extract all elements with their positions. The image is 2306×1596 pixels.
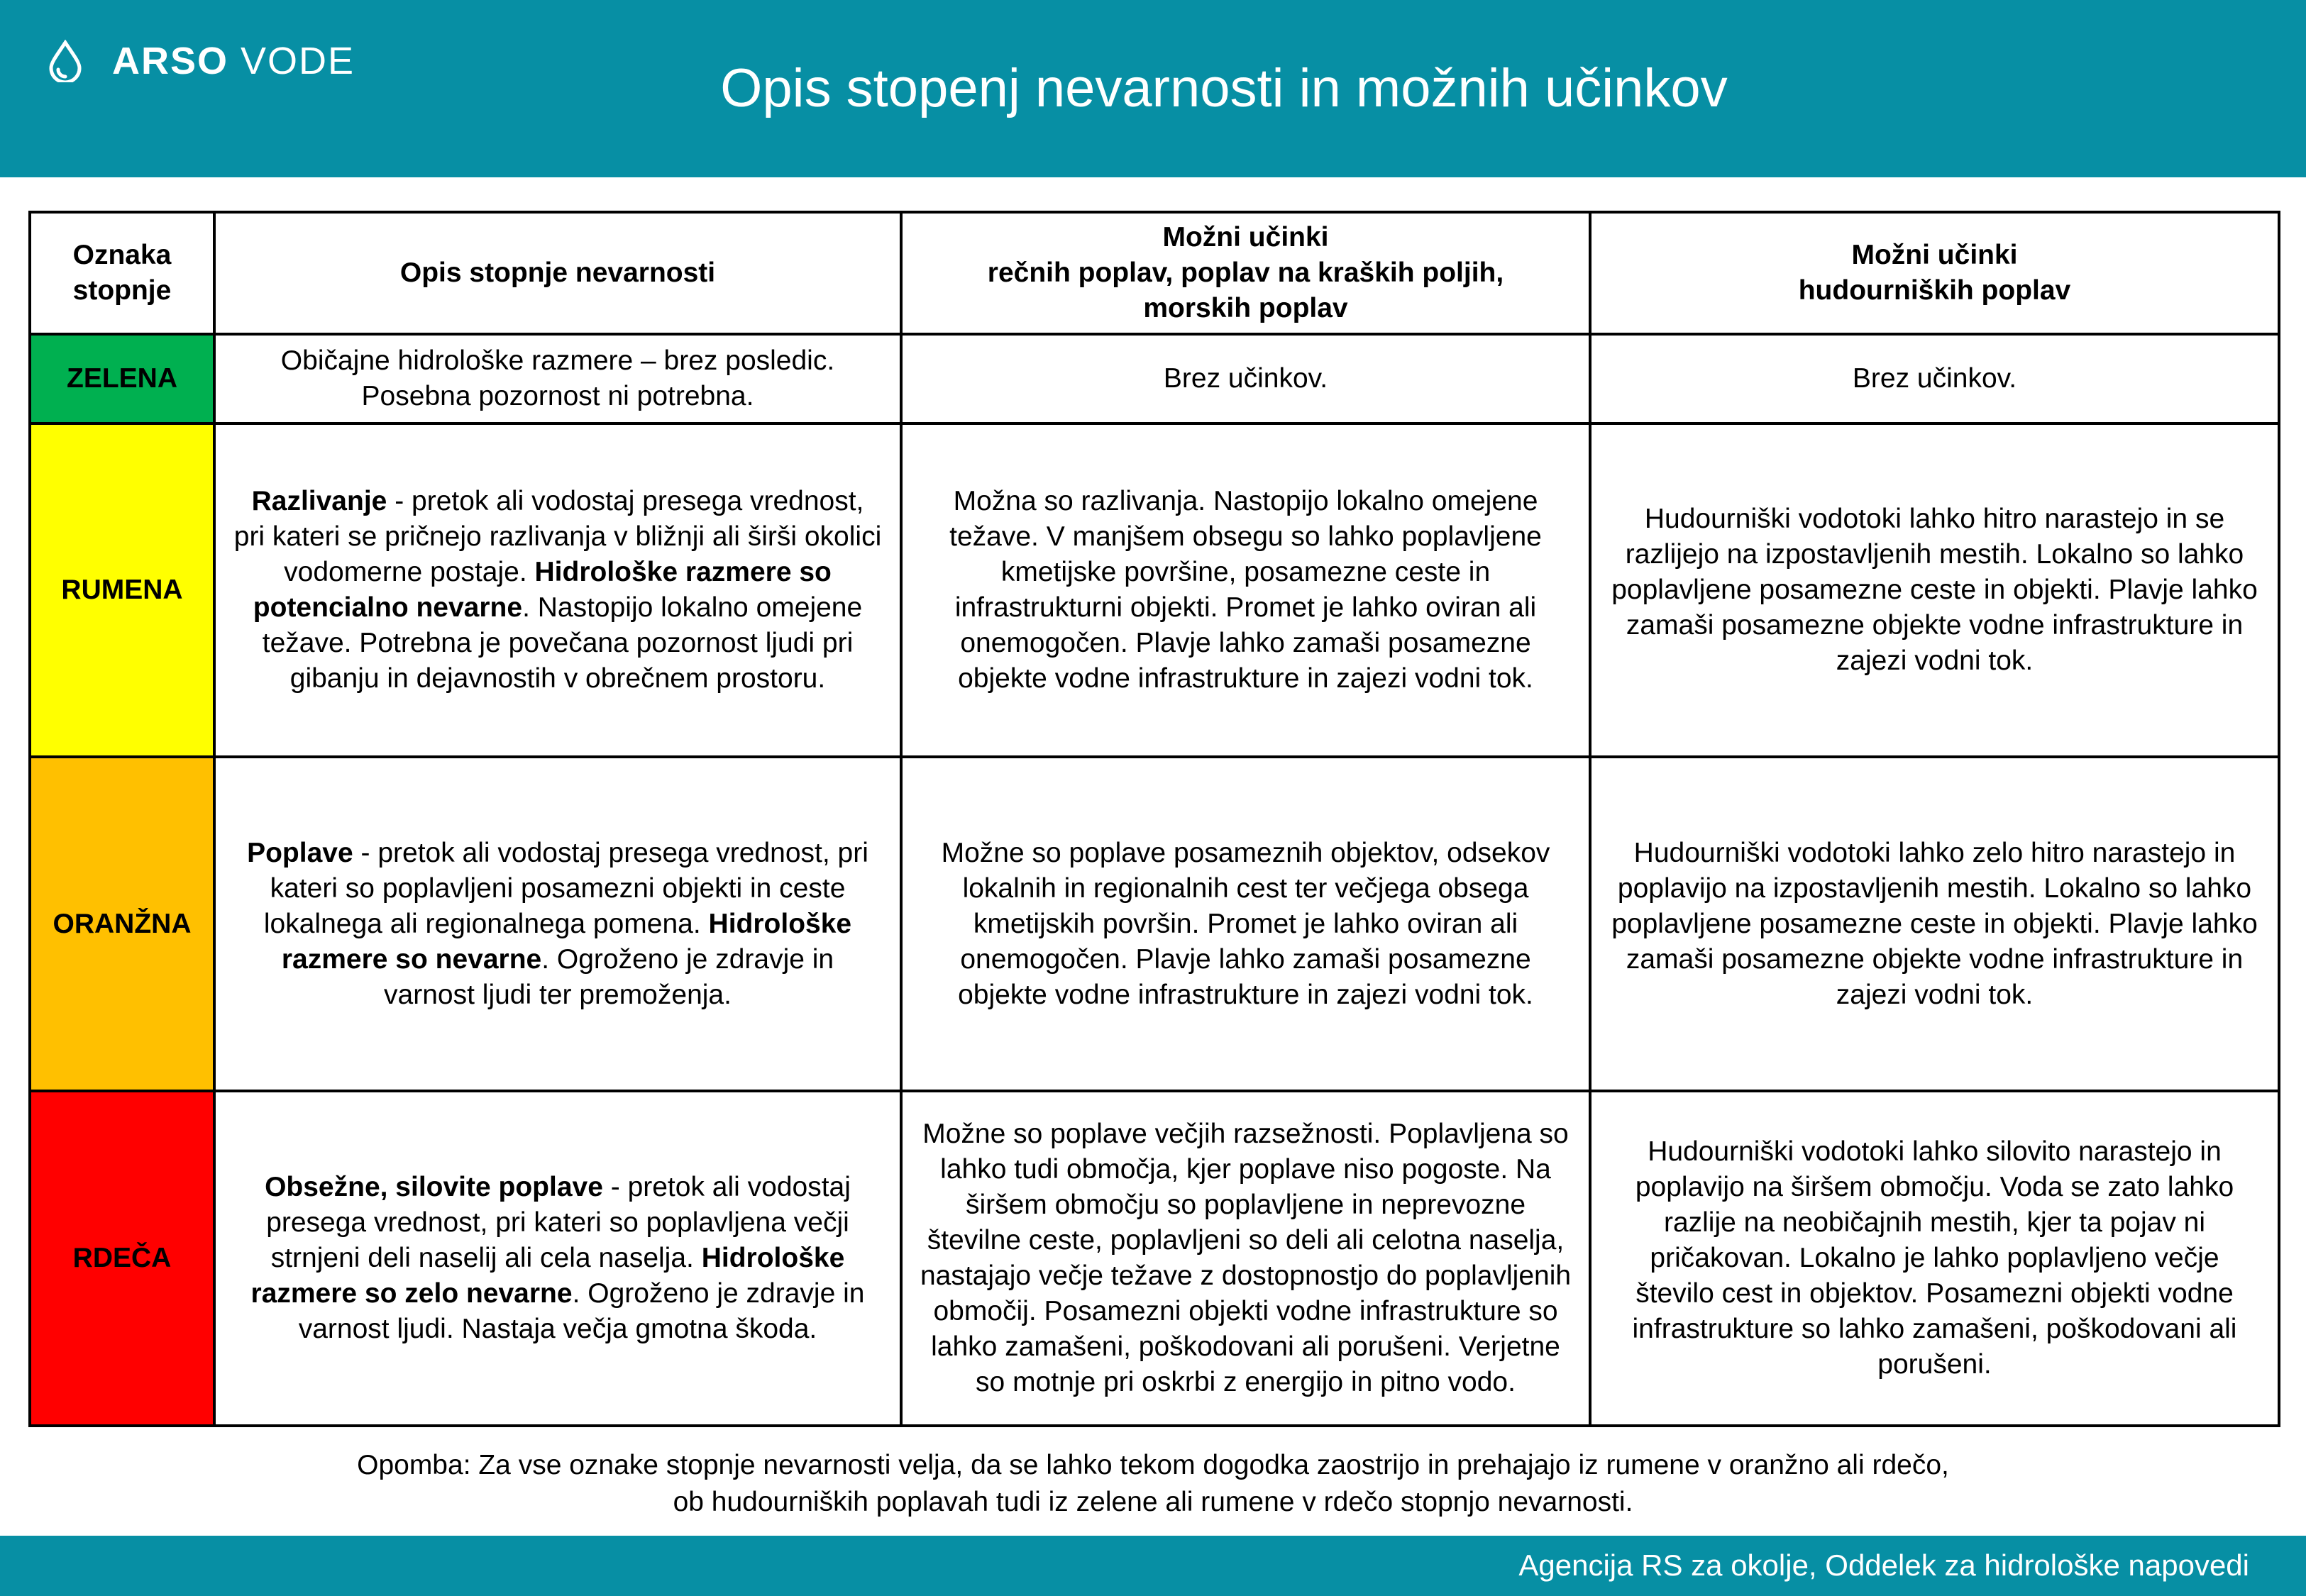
header-torrent-effects: Možni učinki hudourniških poplav [1590,212,2279,334]
level-badge-rdeca: RDEČA [30,1091,214,1426]
river-effects-cell: Brez učinkov. [901,334,1590,423]
table-row-rdeca [30,1091,2279,1426]
level-badge-rumena: RUMENA [30,423,214,757]
logo-bold: ARSO [112,40,229,82]
river-effects-cell: Možna so razlivanja. Nastopijo lokalno omejene težave. V manjšem obsegu so lahko poplavljene kmetijske površine, posamezne ceste in infrastrukturni objekti. Promet je lahko oviran ali onemogočen. Plavje lahko zamaši posamezne objekte vodne infrastrukture in zajezi vodni tok. [901,423,1590,757]
hazard-levels-table [28,211,2280,1427]
header-river-effects: Možni učinki rečnih poplav, poplav na kraških poljih, morskih poplav [901,212,1590,334]
table-row-rumena [30,423,2279,757]
river-effects-cell: Možne so poplave posameznih objektov, odsekov lokalnih in regionalnih cest ter večjega obsega kmetijskih površin. Promet je lahko oviran ali onemogočen. Plavje lahko zamaši posamezne objekte vodne infrastrukture in zajezi vodni tok. [901,757,1590,1091]
torrent-effects-cell: Hudourniški vodotoki lahko silovito narastejo in poplavijo na širšem območju. Voda se zato lahko razlije na neobičajnih mestih, kjer ta pojav ni pričakovan. Lokalno je lahko poplavljeno večje število cest in objektov. Posamezni objekti vodne infrastrukture so lahko zamašeni, poškodovani ali porušeni. [1590,1091,2279,1426]
footnote-line-1: Opomba: Za vse oznake stopnje nevarnosti velja, da se lahko tekom dogodka zaostrijo in prehajajo iz rumene v oranžno ali rdečo, [357,1450,1949,1480]
header-level: Oznaka stopnje [30,212,214,334]
torrent-effects-cell: Brez učinkov. [1590,334,2279,423]
footnote [0,1447,2306,1521]
level-badge-zelena: ZELENA [30,334,214,423]
header-bar [0,0,2306,177]
description-cell: Običajne hidrološke razmere – brez posledic. Posebna pozornost ni potrebna. [214,334,901,423]
agency-credit: Agencija RS za okolje, Oddelek za hidrološke napovedi [1518,1548,2249,1582]
river-effects-cell: Možne so poplave večjih razsežnosti. Poplavljena so lahko tudi območja, kjer poplave niso pogoste. Na širšem območju so poplavljene in neprevozne številne ceste, poplavljeni so deli ali celotna naselja, nastajajo večje težave z dostopnostjo do poplavljenih območij. Posamezni objekti vodne infrastrukture so lahko zamašeni, poškodovani ali porušeni. Verjetne so motnje pri oskrbi z energijo in pitno vodo. [901,1091,1590,1426]
page-title: Opis stopenj nevarnosti in možnih učinkov [720,58,1728,118]
table-header-row [30,212,2279,334]
logo-light: VODE [241,40,355,82]
footer-bar [0,1536,2306,1596]
description-cell: Razlivanje - pretok ali vodostaj presega vrednost, pri kateri se pričnejo razlivanja v bližnji ali širši okolici vodomerne postaje. Hidrološke razmere so potencialno nevarne. Nastopijo lokalno omejene težave. Potrebna je povečana pozornost ljudi pri gibanju in dejavnostih v obrečnem prostoru. [214,423,901,757]
level-badge-oranzna: ORANŽNA [30,757,214,1091]
torrent-effects-cell: Hudourniški vodotoki lahko zelo hitro narastejo in poplavijo na izpostavljenih mestih. Lokalno so lahko poplavljene posamezne ceste in objekti. Plavje lahko zamaši posamezne objekte vodne infrastrukture in zajezi vodni tok. [1590,757,2279,1091]
description-cell: Poplave - pretok ali vodostaj presega vrednost, pri kateri so poplavljeni posamezni objekti in ceste lokalnega ali regionalnega pomena. Hidrološke razmere so nevarne. Ogroženo je zdravje in varnost ljudi ter premoženja. [214,757,901,1091]
table-row-oranzna [30,757,2279,1091]
footnote-line-2: ob hudourniških poplavah tudi iz zelene ali rumene v rdečo stopnjo nevarnosti. [673,1487,1633,1517]
torrent-effects-cell: Hudourniški vodotoki lahko hitro narastejo in se razlijejo na izpostavljenih mestih. Lokalno so lahko poplavljene posamezne ceste in objekti. Plavje lahko zamaši posamezne objekte vodne infrastrukture in zajezi vodni tok. [1590,423,2279,757]
table-row-zelena [30,334,2279,423]
description-cell: Obsežne, silovite poplave - pretok ali vodostaj presega vrednost, pri kateri so poplavljena večji strnjeni deli naselij ali cela naselja. Hidrološke razmere so zelo nevarne. Ogroženo je zdravje in varnost ljudi. Nastaja večja gmotna škoda. [214,1091,901,1426]
header-description: Opis stopnje nevarnosti [214,212,901,334]
